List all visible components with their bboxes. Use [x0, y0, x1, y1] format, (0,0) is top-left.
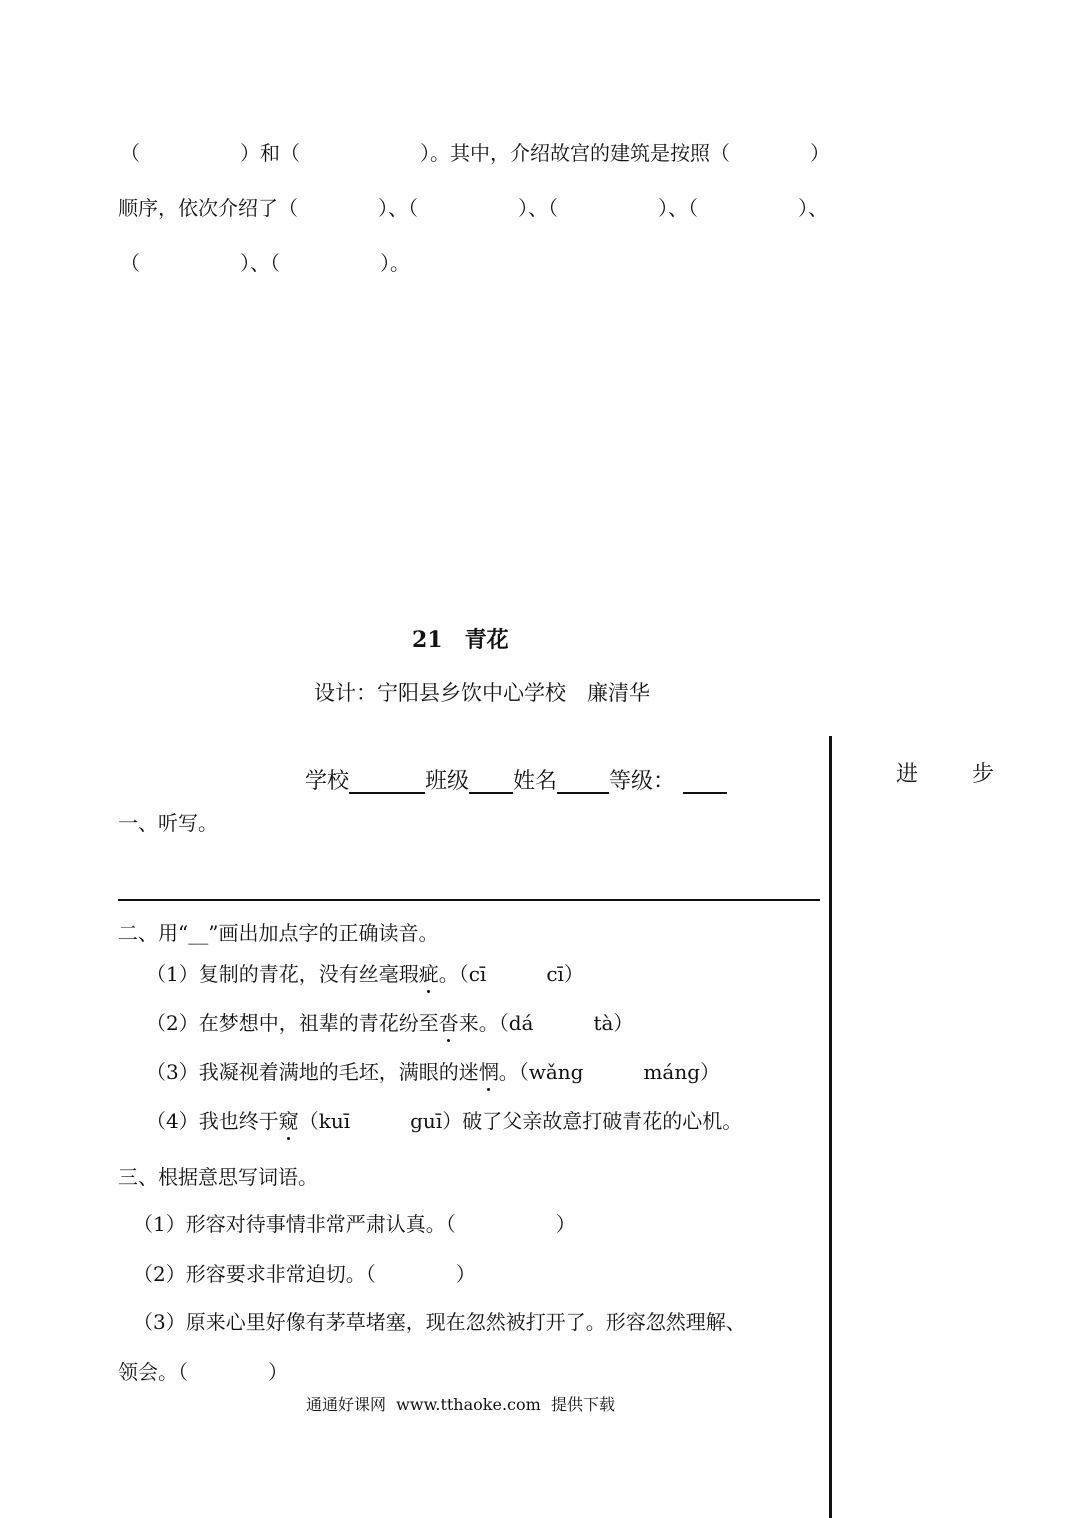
item-options[interactable]: 。（wǎng máng）	[498, 1060, 721, 1084]
designer-line: 设计：宁阳县乡饮中心学校 廉清华	[314, 681, 650, 705]
grade-blank[interactable]	[683, 770, 727, 794]
footer-credit: 通通好课网 www.tthaoke.com 提供下载	[306, 1395, 615, 1414]
section2-title: 二、用“__”画出加点字的正确读音。	[118, 921, 439, 945]
class-blank[interactable]	[469, 770, 513, 794]
item-options[interactable]: （kuī guī）破了父亲故意打破青花的心机。	[298, 1109, 743, 1133]
section3-item-2[interactable]: （2）形容要求非常迫切。（ ）	[133, 1262, 476, 1286]
name-blank[interactable]	[557, 770, 609, 794]
dotted-char: 惘	[478, 1060, 499, 1084]
section2-item-2	[146, 1011, 633, 1035]
sidebar-bu: 步	[972, 762, 995, 787]
sidebar-jin: 进	[896, 762, 919, 787]
school-blank[interactable]	[349, 770, 425, 794]
top-line-2: 顺序，依次介绍了（ ）、（ ）、（ ）、（ ）、	[118, 196, 828, 220]
school-label: 学校	[305, 769, 350, 794]
section3-item-3-cont[interactable]: 领会。（ ）	[118, 1360, 288, 1384]
section3-item-3: （3）原来心里好像有茅草堵塞，现在忽然被打开了。形容忽然理解、	[133, 1310, 746, 1334]
item-text: （2）在梦想中，祖辈的青花纷至	[146, 1011, 439, 1035]
dictation-line[interactable]	[118, 899, 820, 901]
item-text: （3）我凝视着满地的毛坯，满眼的迷	[146, 1060, 479, 1084]
class-label: 班级	[425, 769, 470, 794]
section1-title: 一、听写。	[118, 811, 218, 835]
name-label: 姓名	[513, 769, 558, 794]
item-text: （4）我也终于	[146, 1109, 279, 1133]
grade-label: 等级：	[609, 769, 676, 794]
dotted-char: 沓	[438, 1011, 459, 1035]
lesson-title: 21 青花	[412, 627, 509, 653]
top-line-1: （ ）和（ ）。其中，介绍故宫的建筑是按照（ ）	[120, 141, 830, 165]
section2-item-3	[146, 1060, 720, 1084]
dotted-char: 窥	[278, 1109, 299, 1133]
section2-item-1	[146, 962, 584, 986]
item-options[interactable]: 。（cī cī）	[438, 962, 584, 986]
item-text: （1）复制的青花，没有丝毫瑕	[146, 962, 419, 986]
section3-title: 三、根据意思写词语。	[118, 1165, 318, 1189]
sidebar-divider	[829, 736, 832, 1518]
top-line-3: （ ）、（ ）。	[120, 251, 410, 275]
dotted-char: 疵	[418, 962, 439, 986]
section2-item-4	[146, 1109, 742, 1133]
section3-item-1[interactable]: （1）形容对待事情非常严肃认真。（ ）	[133, 1212, 576, 1236]
student-info-row	[291, 746, 727, 794]
item-options[interactable]: 来。（dá tà）	[458, 1011, 634, 1035]
